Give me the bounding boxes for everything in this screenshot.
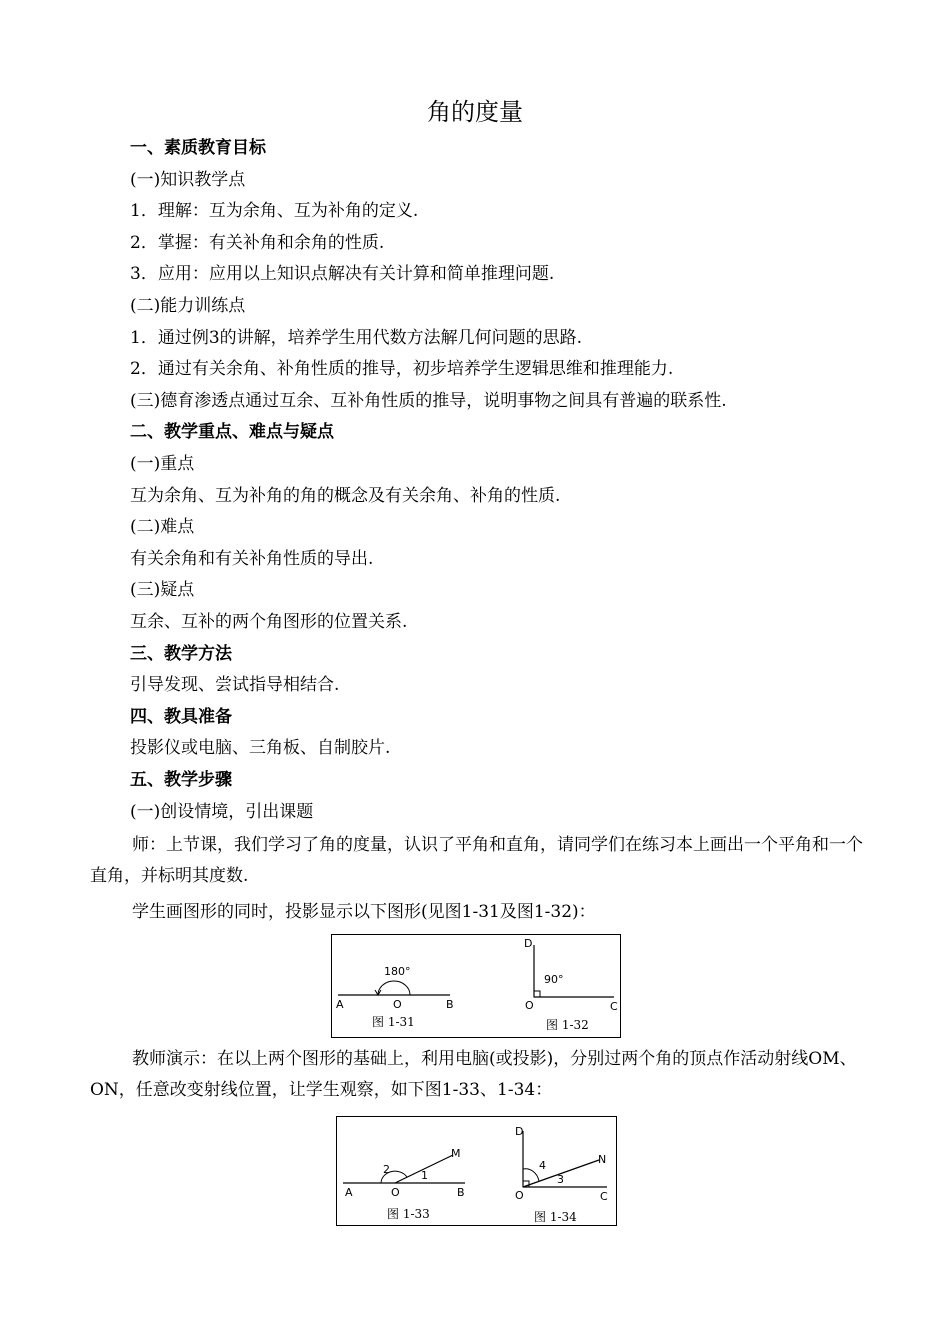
angle-label-90: 90° — [544, 973, 564, 986]
angle-arc-4 — [523, 1169, 539, 1181]
label-m: M — [451, 1147, 461, 1160]
caption-1-34: 图 1-34 — [534, 1210, 577, 1224]
label-d: D — [524, 937, 533, 950]
outline-line: (二)难点 — [130, 517, 195, 537]
outline-line: 1．通过例3的讲解，培养学生用代数方法解几何问题的思路. — [130, 328, 583, 348]
outline-line: (三)德育渗透点通过互余、互补角性质的推导，说明事物之间具有普遍的联系性. — [130, 391, 727, 411]
angle-label-3: 3 — [557, 1173, 564, 1186]
outline-line: (一)知识教学点 — [130, 170, 246, 190]
label-c: C — [610, 1000, 618, 1013]
paragraph-teacher-demo: 教师演示：在以上两个图形的基础上，利用电脑(或投影)，分别过两个角的顶点作活动射线OM、ON，任意改变射线位置，让学生观察，如下图1-33、1-34： — [90, 1049, 857, 1100]
paragraph-student-drawing: 学生画图形的同时，投影显示以下图形(见图1-31及图1-32)： — [132, 902, 596, 922]
label-a: A — [336, 998, 344, 1011]
section-heading: 四、教具准备 — [130, 707, 232, 727]
outline-line: 互余、互补的两个角图形的位置关系. — [130, 612, 408, 632]
outline-line: 互为余角、互为补角的角的概念及有关余角、补角的性质. — [130, 486, 561, 506]
angle-label-180: 180° — [384, 965, 411, 978]
fig-1-32 — [524, 937, 618, 1032]
angle-arc-180 — [378, 981, 410, 995]
label-o: O — [525, 999, 534, 1012]
label-b: B — [457, 1186, 465, 1199]
right-angle-mark — [534, 991, 540, 997]
label-o: O — [393, 998, 402, 1011]
outline-line: 2．掌握：有关补角和余角的性质. — [130, 233, 385, 253]
outline-line: 1．理解：互为余角、互为补角的定义. — [130, 201, 419, 221]
outline-line: 有关余角和有关补角性质的导出. — [130, 549, 374, 569]
label-o: O — [515, 1189, 524, 1202]
figure-1-33-1-34 — [336, 1116, 617, 1226]
label-d: D — [515, 1125, 524, 1138]
fig-1-33 — [343, 1147, 465, 1221]
section-heading: 二、教学重点、难点与疑点 — [130, 422, 334, 442]
outline-line: 引导发现、尝试指导相结合. — [130, 675, 340, 695]
caption-1-31: 图 1-31 — [372, 1015, 415, 1029]
caption-1-33: 图 1-33 — [387, 1207, 430, 1221]
section-heading: 一、素质教育目标 — [130, 138, 266, 158]
label-o: O — [391, 1186, 400, 1199]
outline-line: 投影仪或电脑、三角板、自制胶片. — [130, 738, 391, 758]
fig-1-34 — [515, 1125, 608, 1224]
label-c: C — [600, 1190, 608, 1203]
outline-line: (一)重点 — [130, 454, 195, 474]
label-a: A — [345, 1186, 353, 1199]
outline-line: (一)创设情境，引出课题 — [130, 802, 314, 822]
caption-1-32: 图 1-32 — [546, 1018, 589, 1032]
outline-line: 2．通过有关余角、补角性质的推导，初步培养学生逻辑思维和推理能力. — [130, 359, 674, 379]
outline-line: (三)疑点 — [130, 580, 195, 600]
paragraph-teacher-intro: 师：上节课，我们学习了角的度量，认识了平角和直角，请同学们在练习本上画出一个平角和一个直角，并标明其度数. — [90, 835, 863, 886]
angle-label-4: 4 — [539, 1159, 546, 1172]
angle-label-2: 2 — [383, 1163, 390, 1176]
section-heading: 三、教学方法 — [130, 644, 232, 664]
outline-line: (二)能力训练点 — [130, 296, 246, 316]
figure-1-31-1-32 — [331, 934, 621, 1038]
angle-label-1: 1 — [421, 1169, 428, 1182]
section-heading: 五、教学步骤 — [130, 770, 232, 790]
label-n: N — [598, 1153, 607, 1166]
outline-line: 3．应用：应用以上知识点解决有关计算和简单推理问题. — [130, 264, 555, 284]
fig-1-31 — [336, 965, 454, 1029]
label-b: B — [446, 998, 454, 1011]
document-title: 角的度量 — [427, 98, 523, 126]
